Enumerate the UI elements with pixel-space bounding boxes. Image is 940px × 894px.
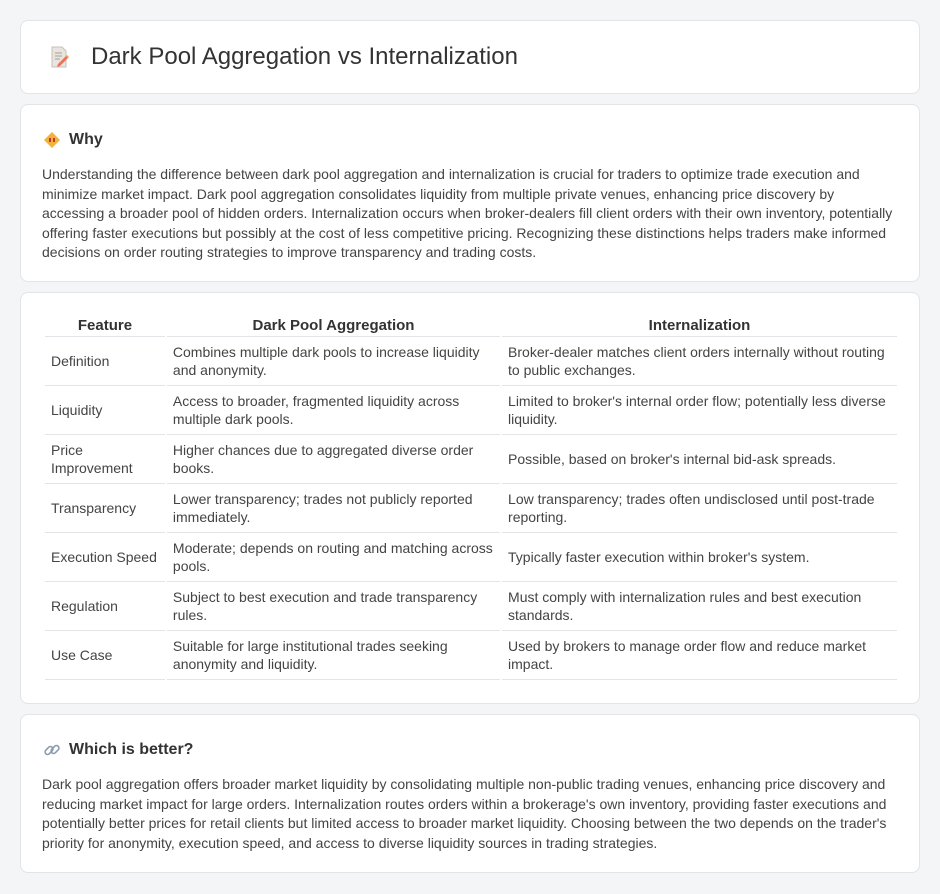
- dark-pool-cell: Subject to best execution and trade transparency rules.: [167, 582, 500, 631]
- dark-pool-cell: Higher chances due to aggregated diverse order books.: [167, 435, 500, 484]
- internalization-cell: Low transparency; trades often undisclosed until post-trade reporting.: [502, 484, 897, 533]
- internalization-cell: Possible, based on broker's internal bid-ask spreads.: [502, 435, 897, 484]
- why-text: Understanding the difference between dark pool aggregation and internalization is crucial for traders to optimize trade execution and minimize market impact. Dark pool aggregation consolidates liquidity from multiple private venues, enhancing price discovery by accessing a broader pool of hidden orders. Internalization occurs when broker-dealers fill client orders with their own inventory, potentially offering faster executions but possibly at the cost of less competitive pricing. Recognizing these distinctions helps traders make informed decisions on order routing strategies to improve transparency and trading costs.: [42, 166, 893, 261]
- table-row: [45, 435, 897, 484]
- dark-pool-cell: Combines multiple dark pools to increase liquidity and anonymity.: [167, 337, 500, 386]
- table-row: [45, 533, 897, 582]
- internalization-cell: Typically faster execution within broker's system.: [502, 533, 897, 582]
- table-header-row: [45, 315, 897, 337]
- table-row: [45, 484, 897, 533]
- internalization-cell: Must comply with internalization rules and best execution standards.: [502, 582, 897, 631]
- table-row: [45, 631, 897, 680]
- document-edit-icon: [47, 45, 71, 69]
- diamond-icon: [43, 131, 61, 149]
- feature-cell: Liquidity: [45, 386, 165, 435]
- internalization-cell: Used by brokers to manage order flow and reduce market impact.: [502, 631, 897, 680]
- title-row: [21, 21, 919, 93]
- dark-pool-cell: Access to broader, fragmented liquidity across multiple dark pools.: [167, 386, 500, 435]
- title-card: [20, 20, 920, 94]
- why-heading: Why: [69, 131, 103, 148]
- which-better-section: [20, 714, 920, 873]
- feature-cell: Price Improvement: [45, 435, 165, 484]
- feature-cell: Regulation: [45, 582, 165, 631]
- header-feature: Feature: [45, 315, 165, 337]
- internalization-cell: Broker-dealer matches client orders internally without routing to public exchanges.: [502, 337, 897, 386]
- better-heading-row: [21, 715, 919, 761]
- comparison-table: [43, 315, 899, 680]
- better-heading: Which is better?: [69, 741, 194, 758]
- table-row: [45, 582, 897, 631]
- feature-cell: Definition: [45, 337, 165, 386]
- why-heading-row: [21, 105, 919, 151]
- header-dark-pool: Dark Pool Aggregation: [167, 315, 500, 337]
- table-row: [45, 386, 897, 435]
- dark-pool-cell: Moderate; depends on routing and matching across pools.: [167, 533, 500, 582]
- feature-cell: Transparency: [45, 484, 165, 533]
- dark-pool-cell: Suitable for large institutional trades seeking anonymity and liquidity.: [167, 631, 500, 680]
- internalization-cell: Limited to broker's internal order flow; potentially less diverse liquidity.: [502, 386, 897, 435]
- feature-cell: Execution Speed: [45, 533, 165, 582]
- feature-cell: Use Case: [45, 631, 165, 680]
- page-title: Dark Pool Aggregation vs Internalization: [91, 43, 518, 70]
- better-text: Dark pool aggregation offers broader market liquidity by consolidating multiple non-public trading venues, enhancing price discovery and reducing market impact for large orders. Internalization routes orders within a brokerage's own inventory, providing faster executions and potentially better prices for retail clients but limited access to broader market liquidity. Choosing between the two depends on the trader's priority for anonymity, execution speed, and access to diverse liquidity sources in trading strategies.: [42, 776, 887, 851]
- header-internalization: Internalization: [502, 315, 897, 337]
- table-row: [45, 337, 897, 386]
- why-section: [20, 104, 920, 282]
- dark-pool-cell: Lower transparency; trades not publicly reported immediately.: [167, 484, 500, 533]
- comparison-section: [20, 292, 920, 704]
- link-icon: [43, 741, 61, 759]
